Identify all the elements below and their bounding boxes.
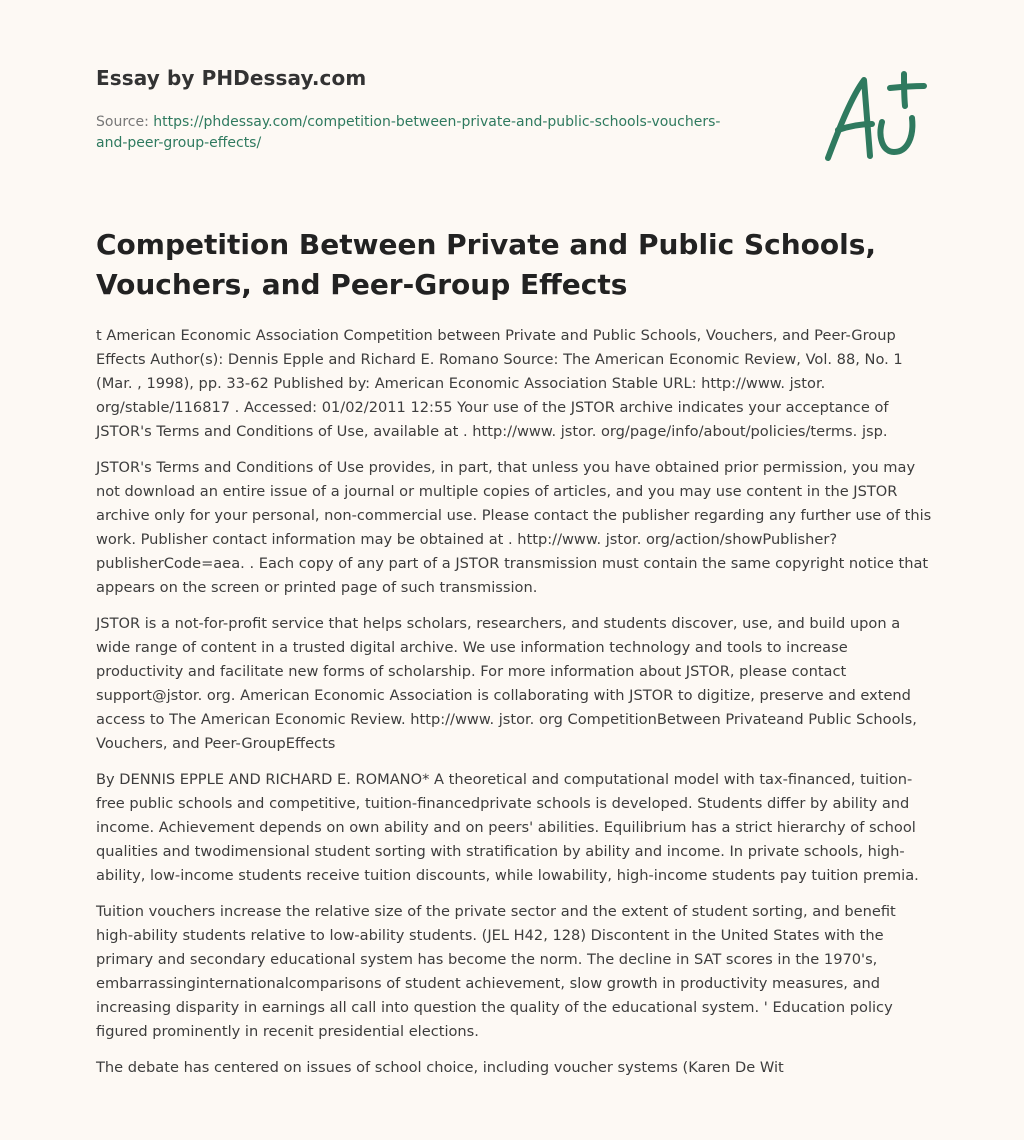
essay-body	[96, 324, 932, 1092]
paragraph: Tuition vouchers increase the relative size of the private sector and the extent of student sorting, and benefit high-ability students relative to low-ability students. (JEL H42, 128) Discontent in the United States with the primary and secondary educational system has become the norm. The decline in SAT scores in the 1970's, embarrassinginternationalcomparisons of student achievement, slow growth in productivity measures, and increasing disparity in earnings all call into question the quality of the educational system. ' Education policy figured prominently in recenit presidential elections.	[96, 903, 896, 1040]
paragraph: JSTOR's Terms and Conditions of Use provides, in part, that unless you have obtained prior permission, you may not download an entire issue of a journal or multiple copies of articles, and you may use content in the JSTOR archive only for your personal, non-commercial use. Please contact the publisher regarding any further use of this work. Publisher contact information may be obtained at . http://www. jstor. org/action/showPublisher? publisherCode=aea. . Each copy of any part of a JSTOR transmission must contain the same copyright notice that appears on the screen or printed page of such transmission.	[96, 459, 932, 596]
essay-title: Competition Between Private and Public Schools, Vouchers, and Peer-Group Effects	[96, 228, 877, 301]
source-line	[96, 112, 736, 154]
paragraph: By DENNIS EPPLE AND RICHARD E. ROMANO* A theoretical and computational model with tax-financed, tuition-free public schools and competitive, tuition-financedprivate schools is developed. Students differ by ability and income. Achievement depends on own ability and on peers' abilities. Equilibrium has a strict hierarchy of school qualities and twodimensional student sorting with stratification by ability and income. In private schools, high-ability, low-income students receive tuition discounts, while lowability, high-income students pay tuition premia.	[96, 771, 919, 884]
source-link[interactable]: https://phdessay.com/competition-between-private-and-public-schools-vouchers-and-peer-group-effects/	[96, 114, 721, 151]
paragraph: The debate has centered on issues of school choice, including voucher systems (Karen De Wit	[96, 1059, 784, 1076]
paragraph: JSTOR is a not-for-profit service that helps scholars, researchers, and students discover, use, and build upon a wide range of content in a trusted digital archive. We use information technology and tools to increase productivity and facilitate new forms of scholarship. For more information about JSTOR, please contact support@jstor. org. American Economic Association is collaborating with JSTOR to digitize, preserve and extend access to The American Economic Review. http://www. jstor. org CompetitionBetween Privateand Public Schools, Vouchers, and Peer-GroupEffects	[96, 615, 917, 752]
source-label: Source:	[96, 114, 149, 130]
a-plus-logo-icon	[820, 66, 930, 166]
site-brand: Essay by PHDessay.com	[96, 66, 367, 90]
paragraph: t American Economic Association Competition between Private and Public Schools, Vouchers, and Peer-Group Effects Author(s): Dennis Epple and Richard E. Romano Source: The American Economic Review, Vol. 88, No. 1 (Mar. , 1998), pp. 33-62 Published by: American Economic Association Stable URL: http://www. jstor. org/stable/116817 . Accessed: 01/02/2011 12:55 Your use of the JSTOR archive indicates your acceptance of JSTOR's Terms and Conditions of Use, available at . http://www. jstor. org/page/info/about/policies/terms. jsp.	[96, 327, 903, 440]
